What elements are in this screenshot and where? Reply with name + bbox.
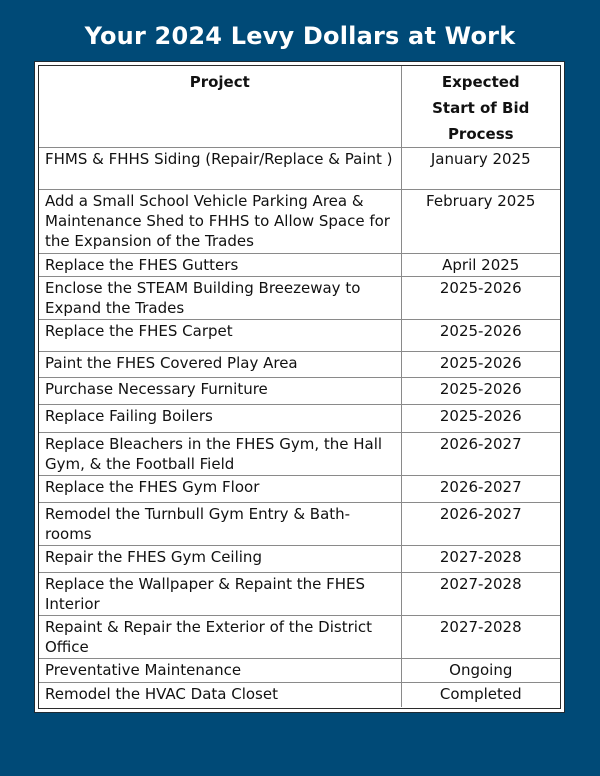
table-row <box>39 546 560 573</box>
project-cell: Replace the FHES Gym Floor <box>39 476 401 503</box>
project-cell: Preventative Maintenance <box>39 659 401 683</box>
project-cell: Remodel the Turnbull Gym Entry & Bath-rooms <box>39 503 401 546</box>
date-cell: 2026-2027 <box>401 433 560 476</box>
table-row <box>39 476 560 503</box>
date-cell: 2025-2026 <box>401 277 560 320</box>
project-cell: Remodel the HVAC Data Closet <box>39 683 401 707</box>
project-cell: Repair the FHES Gym Ceiling <box>39 546 401 573</box>
date-cell: 2025-2026 <box>401 320 560 352</box>
project-cell: Replace Bleachers in the FHES Gym, the Hall Gym, & the Football Field <box>39 433 401 476</box>
header-expected-start <box>401 66 560 148</box>
header-project <box>39 66 401 148</box>
project-cell: FHMS & FHHS Siding (Repair/Replace & Paint ) <box>39 148 401 190</box>
project-cell: Purchase Necessary Furniture <box>39 378 401 405</box>
levy-projects-table <box>38 65 561 709</box>
date-cell: Ongoing <box>401 659 560 683</box>
project-cell: Replace the FHES Gutters <box>39 254 401 277</box>
table-row <box>39 254 560 277</box>
table-row <box>39 433 560 476</box>
project-cell: Paint the FHES Covered Play Area <box>39 352 401 378</box>
date-cell: 2025-2026 <box>401 378 560 405</box>
table-row <box>39 148 560 190</box>
date-cell: 2027-2028 <box>401 573 560 616</box>
table-row <box>39 277 560 320</box>
table-row <box>39 659 560 683</box>
date-cell: 2025-2026 <box>401 352 560 378</box>
page-title: Your 2024 Levy Dollars at Work <box>84 22 516 50</box>
date-cell: 2027-2028 <box>401 616 560 659</box>
header-bid-line-2: Start of Bid <box>432 99 530 117</box>
project-cell: Replace Failing Boilers <box>39 405 401 433</box>
table-row <box>39 683 560 707</box>
table-row <box>39 573 560 616</box>
project-cell: Add a Small School Vehicle Parking Area & Maintenance Shed to FHHS to Allow Space for the Expansion of the Trades <box>39 190 401 254</box>
date-cell: 2026-2027 <box>401 476 560 503</box>
date-cell: 2026-2027 <box>401 503 560 546</box>
table-row <box>39 616 560 659</box>
table-row <box>39 503 560 546</box>
header-project-label: Project <box>189 73 250 91</box>
date-cell: January 2025 <box>401 148 560 190</box>
project-cell: Repaint & Repair the Exterior of the District Office <box>39 616 401 659</box>
table-row <box>39 378 560 405</box>
date-cell: April 2025 <box>401 254 560 277</box>
table-row <box>39 352 560 378</box>
project-cell: Replace the Wallpaper & Repaint the FHES Interior <box>39 573 401 616</box>
header-bid-line-3: Process <box>447 125 514 143</box>
date-cell: Completed <box>439 685 522 703</box>
date-cell: 2027-2028 <box>401 546 560 573</box>
table-row <box>39 190 560 254</box>
header-bid-line-1: Expected <box>441 73 520 91</box>
project-cell: Enclose the STEAM Building Breezeway to Expand the Trades <box>39 277 401 320</box>
date-cell: 2025-2026 <box>401 405 560 433</box>
table-header-row <box>39 66 560 148</box>
table-row <box>39 405 560 433</box>
date-cell: February 2025 <box>401 190 560 254</box>
project-cell: Replace the FHES Carpet <box>39 320 401 352</box>
table-row <box>39 320 560 352</box>
